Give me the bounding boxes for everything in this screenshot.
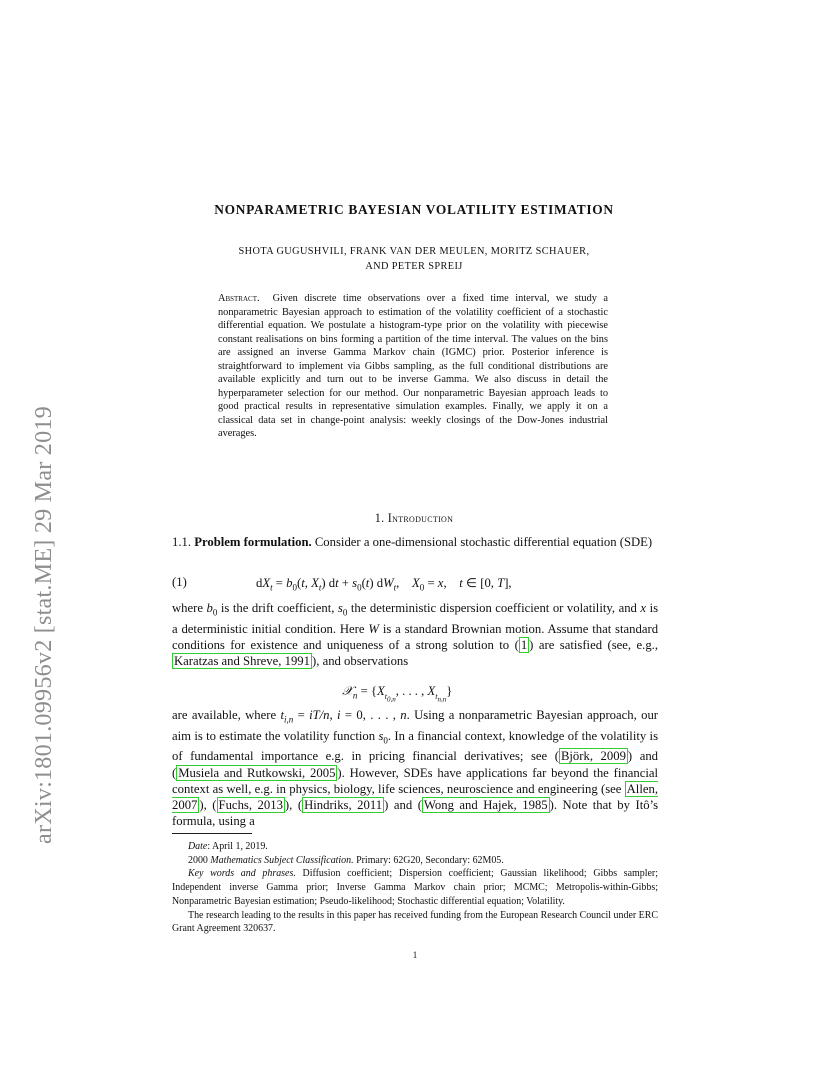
section-title: Introduction (387, 511, 454, 525)
footnote-rule (172, 833, 252, 834)
citation-karatzas[interactable]: Karatzas and Shreve, 1991 (174, 654, 310, 668)
author-list (172, 244, 656, 274)
arxiv-sidebar (30, 280, 57, 970)
footnote-funding: The research leading to the results in this paper has received funding from the European Research Council under ERC Grant Agreement 320637. (172, 909, 658, 935)
section-heading (172, 511, 656, 526)
footnotes (172, 840, 658, 936)
citation-allen[interactable]: Allen, 2007 (172, 781, 658, 812)
citation-wong[interactable]: Wong and Hajek, 1985 (423, 797, 548, 812)
authors-line-2: AND PETER SPREIJ (365, 261, 463, 272)
authors-line-1: SHOTA GUGUSHVILI, FRANK VAN DER MEULEN, MORITZ SCHAUER, (238, 246, 590, 257)
citation-hindriks[interactable]: Hindriks, 2011 (304, 797, 383, 812)
paragraph-2: are available, where $t_{i,n} = iT/n$, i = 0, . . . , n. Using a nonparametric Bayesian approach, our aim is to estimate the volatility function $s_0$. In a financial context, knowledge of the volatility is of fundamental importance e.g. in pricing financial derivatives; see ( Björk, 2009 ) and ( Musiela and Rutkowski, 2005 ). However, SDEs have applications far beyond the financial context as well, e.g. in physics, biology, life sciences, neuroscience and engineering (see Allen, 2007 ), ( Fuchs, 2013 ), ( Hindriks, 2011 ) and ( Wong and Hajek, 1985 ). Note that by Itô’s formula, using a (172, 708, 659, 828)
footnote-msc: 2000 Mathematics Subject Classification. Primary: 62G20, Secondary: 62M05. (188, 854, 504, 866)
footnote-keywords: Key words and phrases. Diffusion coefficient; Dispersion coefficient; Gaussian likelihood; Gibbs sampler; Independent inverse Gamma prior; Inverse Gamma Markov chain prior; MCMC; Metropolis-within-Gibbs; Nonparametric Bayesian estimation; Pseudo-likelihood; Stochastic differential equation; Volatility. (172, 868, 658, 907)
equation-reference-link[interactable]: 1 (520, 637, 528, 652)
abstract-label: Abstract. (218, 293, 260, 304)
subsection-number: 1.1. (172, 535, 192, 549)
subsection-intro (172, 534, 658, 550)
footnote-date: Date: April 1, 2019. (188, 841, 268, 852)
section-number: 1. (374, 511, 385, 525)
abstract (218, 292, 608, 441)
page-number: 1 (412, 950, 418, 960)
subsection-title: Problem formulation. (194, 535, 312, 549)
equation-sde: $dX_t = b_0(t$, $X_t$) dt + $s_0(t)$ $dW_t$, $X_0 = x$, t ∈ [0, T], (256, 576, 512, 593)
paragraph-1: where $b_0$ is the drift coefficient, $s_0$ the deterministic dispersion coefficient or volatility, and x is a deterministic initial condition. Here W is a standard Brownian motion. Assume that standard conditions for existence and uniqueness of a strong solution to ( 1 ) are satisfied (see, e.g., Karatzas and Shreve, 1991 ), and observations (172, 601, 659, 668)
citation-fuchs[interactable]: Fuchs, 2013 (218, 797, 283, 812)
citation-musiela[interactable]: Musiela and Rutkowski, 2005 (178, 765, 336, 780)
observations-equation: 𝒳$_n$ = {$X_{t_{0,n}}$, . . . , $X_{t_{n,n}}$} (342, 684, 453, 704)
citation-bjork[interactable]: Björk, 2009 (560, 749, 626, 764)
equation-label: (1) (172, 575, 187, 589)
arxiv-stamp: arXiv:1801.09956v2 [stat.ME] 29 Mar 2019 (30, 406, 57, 844)
abstract-text: Given discrete time observations over a fixed time interval, we study a nonparametric Bayesian approach to estimation of the volatility coefficient of a stochastic differential equation. We postulate a histogram-type prior on the volatility with piecewise constant realisations on bins forming a partition of the time interval. The values on the bins are assigned an inverse Gamma Markov chain (IGMC) prior. Posterior inference is straightforward to implement via Gibbs sampling, as the full conditional distributions are available explicitly and turn out to be inverse Gamma. We also discuss in detail the hyperparameter selection for our method. Our nonparametric Bayesian approach leads to good practical results in representative simulation examples. Finally, we apply it on a classical data set in change-point analysis: weekly closings of the Dow-Jones industrial averages. (218, 293, 608, 440)
subsection-intro-text: Consider a one-dimensional stochastic differential equation (SDE) (314, 535, 653, 549)
paper-title: NONPARAMETRIC BAYESIAN VOLATILITY ESTIMATION (214, 202, 614, 217)
